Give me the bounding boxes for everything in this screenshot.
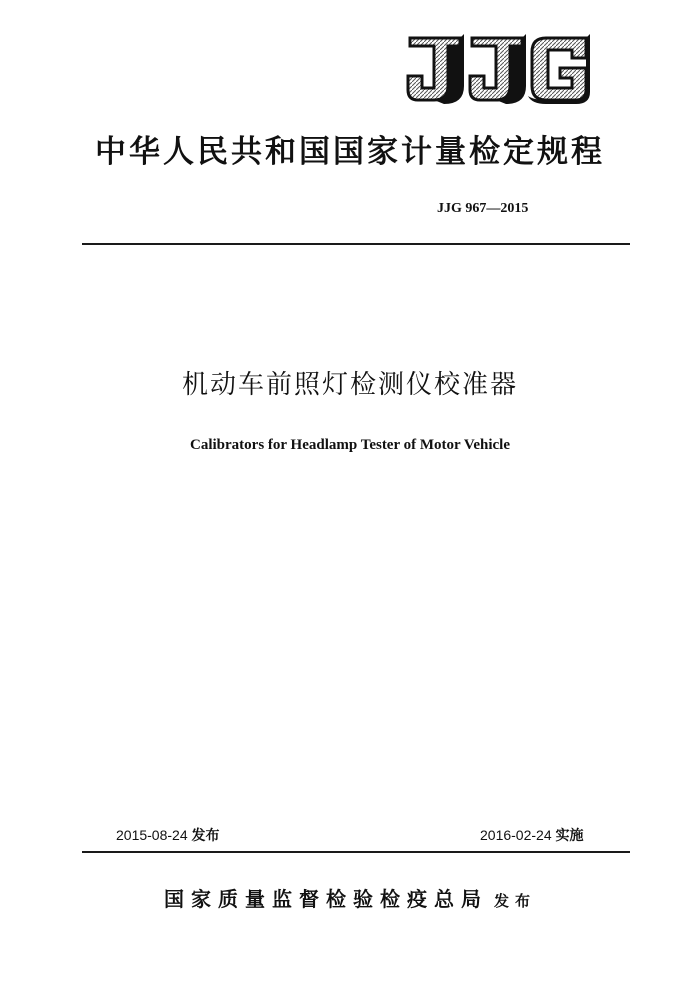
logo-letter-j1 (408, 34, 464, 104)
issue-date-value: 2015-08-24 (116, 827, 188, 843)
implementation-date (480, 826, 584, 844)
publisher-line (0, 884, 700, 917)
publisher-action: 发布 (493, 892, 536, 910)
jjg-logo (404, 30, 594, 104)
logo-letter-j2 (470, 34, 526, 104)
document-title-english: Calibrators for Headlamp Tester of Motor Vehicle (190, 437, 510, 453)
top-divider (82, 243, 630, 245)
implementation-date-value: 2016-02-24 (480, 827, 552, 843)
document-code: JJG 967—2015 (437, 201, 529, 216)
document-title-chinese: 机动车前照灯检测仪校准器 (181, 370, 518, 400)
implementation-date-label: 实施 (555, 827, 584, 843)
document-type-heading: 中华人民共和国国家计量检定规程 (95, 134, 605, 170)
logo-letter-g (528, 34, 590, 104)
issue-date-label: 发布 (191, 827, 220, 843)
issue-date (116, 826, 220, 844)
publisher-name: 国家质量监督检验检疫总局 (163, 887, 488, 911)
jjg-emblem-icon (404, 30, 594, 104)
bottom-divider (82, 851, 630, 853)
